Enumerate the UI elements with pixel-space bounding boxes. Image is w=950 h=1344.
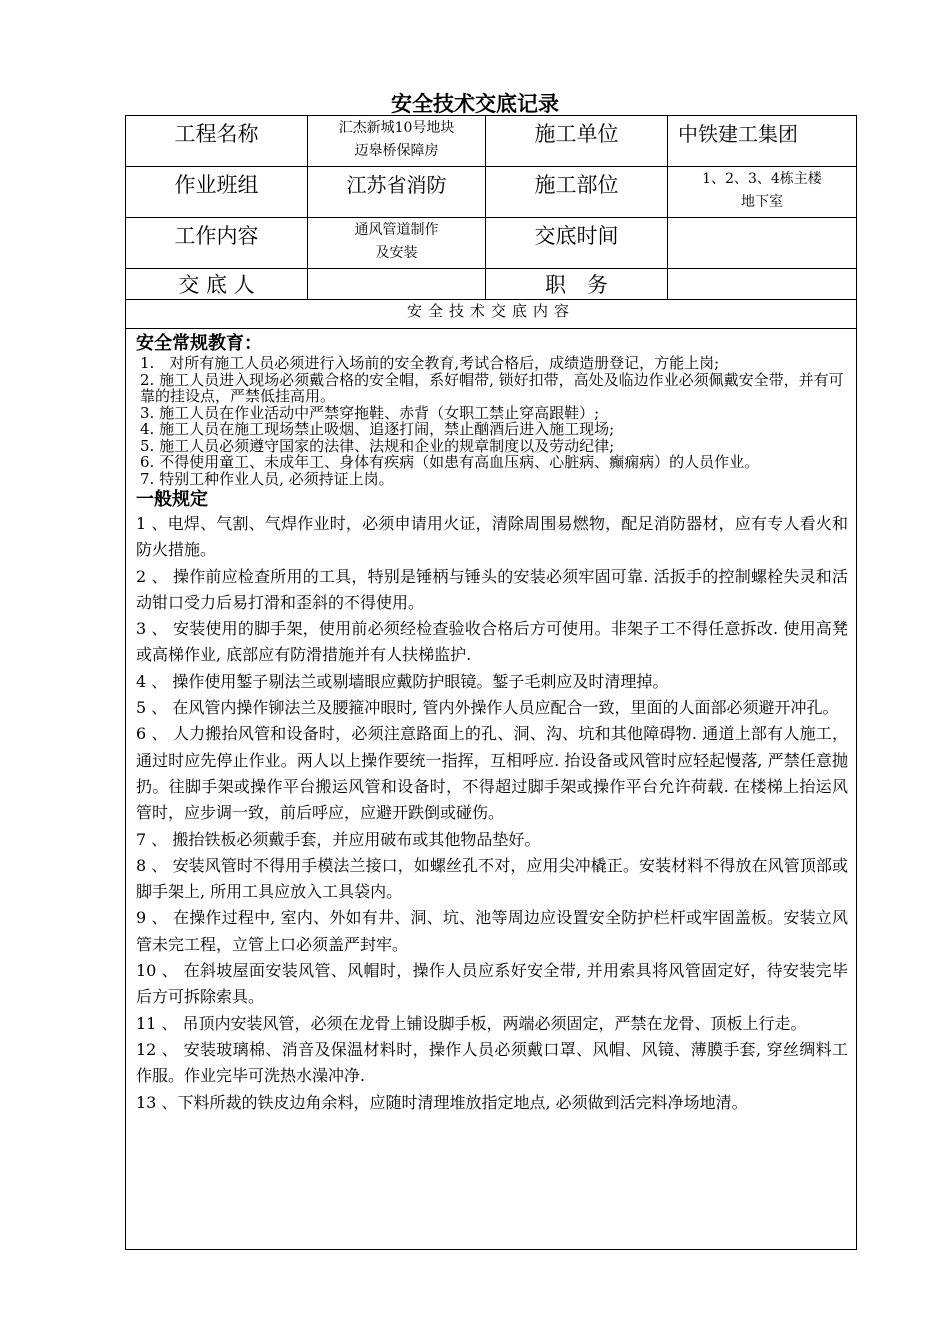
row-project <box>126 116 857 167</box>
presenter-value <box>308 269 486 300</box>
education-item: 2. 施工人员进入现场必须戴合格的安全帽，系好帽带, 锁好扣带，高处及临边作业必须佩戴安全带，并有可靠的挂设点，严禁低挂高用。 <box>140 370 844 405</box>
content-cell <box>126 329 857 1250</box>
rule-item: 8 、 安装风管时不得用手模法兰接口，如螺丝孔不对，应用尖冲橇正。安装材料不得放在风管顶部或脚手架上, 所用工具应放入工具袋内。 <box>136 855 848 902</box>
row-work <box>126 218 857 269</box>
education-heading: 安全常规教育： <box>136 333 262 354</box>
section-title: 安全技术交底内容 <box>126 300 857 329</box>
row-section-title <box>126 300 857 329</box>
education-item: 3. 施工人员在作业活动中严禁穿拖鞋、赤背（女职工禁止穿高跟鞋）; <box>140 403 600 422</box>
project-name-label: 工程名称 <box>126 116 308 167</box>
project-name-line-1: 汇杰新城10号地块 <box>338 120 455 136</box>
rule-item: 5 、 在风管内操作铆法兰及腰箍冲眼时, 管内外操作人员应配合一致，里面的人面部必须避开冲孔。 <box>136 698 839 718</box>
work-label: 工作内容 <box>126 218 308 269</box>
rule-item: 10 、 在斜坡屋面安装风管、风帽时，操作人员应系好安全带, 并用索具将风管固定好，待安装完毕后方可拆除索具。 <box>136 961 848 1007</box>
location-line-1: 1、2、3、4栋主楼 <box>702 171 822 187</box>
location-label: 施工部位 <box>486 167 668 218</box>
project-name-value <box>308 116 486 167</box>
disclosure-table <box>125 115 857 1250</box>
time-value <box>668 218 857 269</box>
row-team <box>126 167 857 218</box>
rule-item: 13 、下料所裁的铁皮边角余料，应随时清理堆放指定地点, 必须做到活完料净场地清。 <box>136 1092 748 1112</box>
education-item: 7. 特别工种作业人员, 必须持证上岗。 <box>140 469 394 488</box>
rule-item: 7 、 搬抬铁板必须戴手套，并应用破布或其他物品垫好。 <box>136 829 541 849</box>
row-content <box>126 329 857 1250</box>
rules-heading: 一般规定 <box>136 489 208 510</box>
row-presenter <box>126 269 857 300</box>
education-item: 4. 施工人员在施工现场禁止吸烟、追逐打闹，禁止酗酒后进入施工现场; <box>140 420 615 438</box>
education-item: 6. 不得使用童工、未成年工、身体有疾病（如患有高血压病、心脏病、癫痫病）的人员作业。 <box>140 453 760 471</box>
rule-item: 4 、 操作使用錾子剔法兰或剔墙眼应戴防护眼镜。錾子毛刺应及时清理掉。 <box>136 671 669 691</box>
location-line-2: 地下室 <box>741 194 783 210</box>
rule-item: 2 、 操作前应检查所用的工具，特别是锤柄与锤头的安装必须牢固可靠. 活扳手的控制螺栓失灵和活动钳口受力后易打滑和歪斜的不得使用。 <box>136 566 848 612</box>
rule-item: 11 、 吊顶内安装风管，必须在龙骨上铺设脚手板，两端必须固定，严禁在龙骨、顶板上行走。 <box>136 1013 807 1033</box>
rule-item: 12 、 安装玻璃棉、消音及保温材料时，操作人员必须戴口罩、风帽、风镜、薄膜手套, 穿丝绸料工作服。作业完毕可洗热水澡冲净. <box>136 1039 848 1086</box>
work-line-2: 及安装 <box>375 245 418 261</box>
position-value <box>668 269 857 300</box>
rule-item: 6 、 人力搬抬风管和设备时，必须注意路面上的孔、洞、沟、坑和其他障碍物. 通道上部有人施工，通过时应先停止作业。两人以上操作要统一指挥，互相呼应. 抬设备或风管时应轻起慢落, 严禁任意抛扔。往脚手架或操作平台搬运风管和设备时，不得超过脚手架或操作平台允许荷载. 在楼梯上抬运风管时，应步调一致，前后呼应，应避开跌倒或碰伤。 <box>136 724 848 823</box>
education-list <box>136 355 848 487</box>
time-label: 交底时间 <box>486 218 668 269</box>
education-item: 5. 施工人员必须遵守国家的法律、法规和企业的规章制度以及劳动纪律; <box>140 436 615 455</box>
education-item: 1. 对所有施工人员必须进行入场前的安全教育,考试合格后，成绩造册登记，方能上岗; <box>140 354 720 372</box>
rule-item: 1 、电焊、气割、气焊作业时，必须申请用火证，清除周围易燃物，配足消防器材，应有专人看火和防火措施。 <box>136 514 848 560</box>
team-label: 作业班组 <box>126 167 308 218</box>
rule-item: 9 、 在操作过程中, 室内、外如有井、洞、坑、池等周边应设置安全防护栏杆或牢固盖板。安装立风管未完工程，立管上口必须盖严封牢。 <box>136 908 848 954</box>
contractor-value: 中铁建工集团 <box>668 116 857 167</box>
location-value <box>668 167 857 218</box>
position-label: 职 务 <box>486 269 668 300</box>
project-name-line-2: 迈皋桥保障房 <box>354 143 439 159</box>
contractor-label: 施工单位 <box>486 116 668 167</box>
rule-item: 3 、 安装使用的脚手架，使用前必须经检查验收合格后方可使用。非架子工不得任意拆改. 使用高凳或高梯作业, 底部应有防滑措施并有人扶梯监护. <box>136 619 848 665</box>
team-value: 江苏省消防 <box>308 167 486 218</box>
page-title: 安全技术交底记录 <box>391 92 559 116</box>
work-line-1: 通风管道制作 <box>354 222 439 238</box>
presenter-label: 交 底 人 <box>126 269 308 300</box>
work-value <box>308 218 486 269</box>
rules-list <box>136 511 848 1116</box>
